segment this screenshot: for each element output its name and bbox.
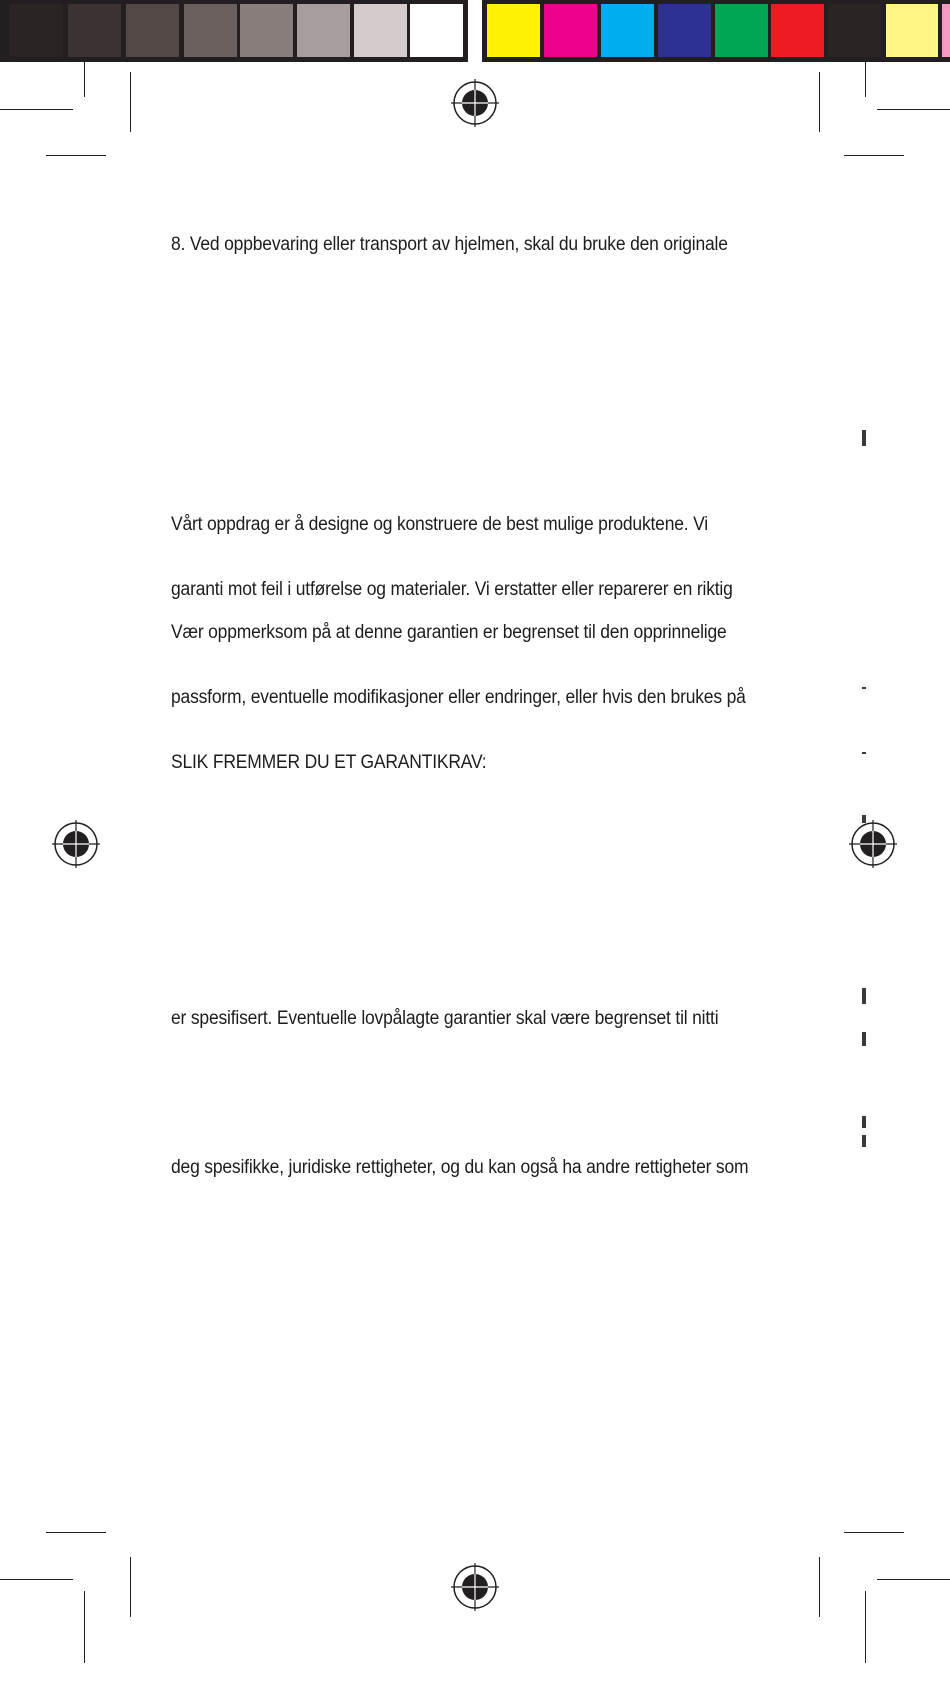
gray-swatch-5 <box>240 4 293 57</box>
registration-mark-right <box>849 820 897 868</box>
text-line-2: Vårt oppdrag er å designe og konstruere de best mulige produktene. Vi <box>171 514 708 535</box>
text-line-6: er spesifisert. Eventuelle lovpålagte garantier skal være begrenset til nitti <box>171 1008 719 1029</box>
pink-swatch <box>942 4 950 57</box>
crop-mark-bottom-left-h2 <box>46 1532 106 1533</box>
crop-mark-top-left-v2 <box>130 72 131 132</box>
gray-swatch-6 <box>297 4 350 57</box>
gray-swatch-1 <box>10 4 63 57</box>
clipped-text-fragment <box>862 1032 866 1046</box>
crop-mark-bottom-right-v2 <box>865 1591 866 1663</box>
crop-mark-top-left-h <box>0 109 73 110</box>
registration-mark-left <box>52 820 100 868</box>
registration-mark-bottom <box>451 1563 499 1611</box>
gray-swatch-4 <box>184 4 237 57</box>
clipped-text-fragment <box>862 815 866 823</box>
black-swatch <box>828 4 881 57</box>
yellow-swatch <box>487 4 540 57</box>
crop-mark-top-right-h <box>877 109 950 110</box>
printer-color-bar <box>0 0 950 62</box>
light-yellow-swatch <box>886 4 938 57</box>
clipped-text-fragment <box>862 1135 866 1147</box>
gray-swatch-8 <box>410 4 463 57</box>
crop-mark-top-right-v2 <box>865 60 866 97</box>
text-line-1: 8. Ved oppbevaring eller transport av hjelmen, skal du bruke den originale <box>171 234 728 255</box>
red-swatch <box>771 4 824 57</box>
clipped-text-fragment <box>862 988 866 1004</box>
crop-mark-top-left-h2 <box>46 155 106 156</box>
clipped-text-fragment <box>862 1116 866 1128</box>
registration-mark-top <box>451 79 499 127</box>
gray-swatch-3 <box>126 4 179 57</box>
green-swatch <box>715 4 768 57</box>
crop-mark-top-right-h2 <box>844 155 904 156</box>
crop-mark-bottom-right-v <box>819 1557 820 1617</box>
clipped-text-fragment <box>862 752 866 754</box>
blue-swatch <box>658 4 711 57</box>
crop-mark-bottom-right-h2 <box>844 1532 904 1533</box>
text-line-7: deg spesifikke, juridiske rettigheter, og du kan også ha andre rettigheter som <box>171 1157 749 1178</box>
clipped-text-fragment <box>862 430 866 446</box>
section-heading: SLIK FREMMER DU ET GARANTIKRAV: <box>171 752 487 773</box>
clipped-text-fragment <box>862 687 866 689</box>
magenta-swatch <box>544 4 597 57</box>
crop-mark-bottom-left-v2 <box>130 1557 131 1617</box>
crop-mark-top-left-v <box>84 60 85 97</box>
crop-mark-bottom-right-h <box>877 1579 950 1580</box>
text-line-4: Vær oppmerksom på at denne garantien er begrenset til den opprinnelige <box>171 622 727 643</box>
crop-mark-bottom-left-v <box>84 1591 85 1663</box>
text-line-3: garanti mot feil i utførelse og materialer. Vi erstatter eller reparerer en riktig <box>171 579 733 600</box>
gray-swatch-7 <box>354 4 407 57</box>
text-line-5: passform, eventuelle modifikasjoner eller endringer, eller hvis den brukes på <box>171 687 746 708</box>
cyan-swatch <box>601 4 654 57</box>
crop-mark-bottom-left-h <box>0 1579 73 1580</box>
color-bar-gap <box>468 0 482 62</box>
gray-swatch-2 <box>68 4 121 57</box>
crop-mark-top-right-v <box>819 72 820 132</box>
